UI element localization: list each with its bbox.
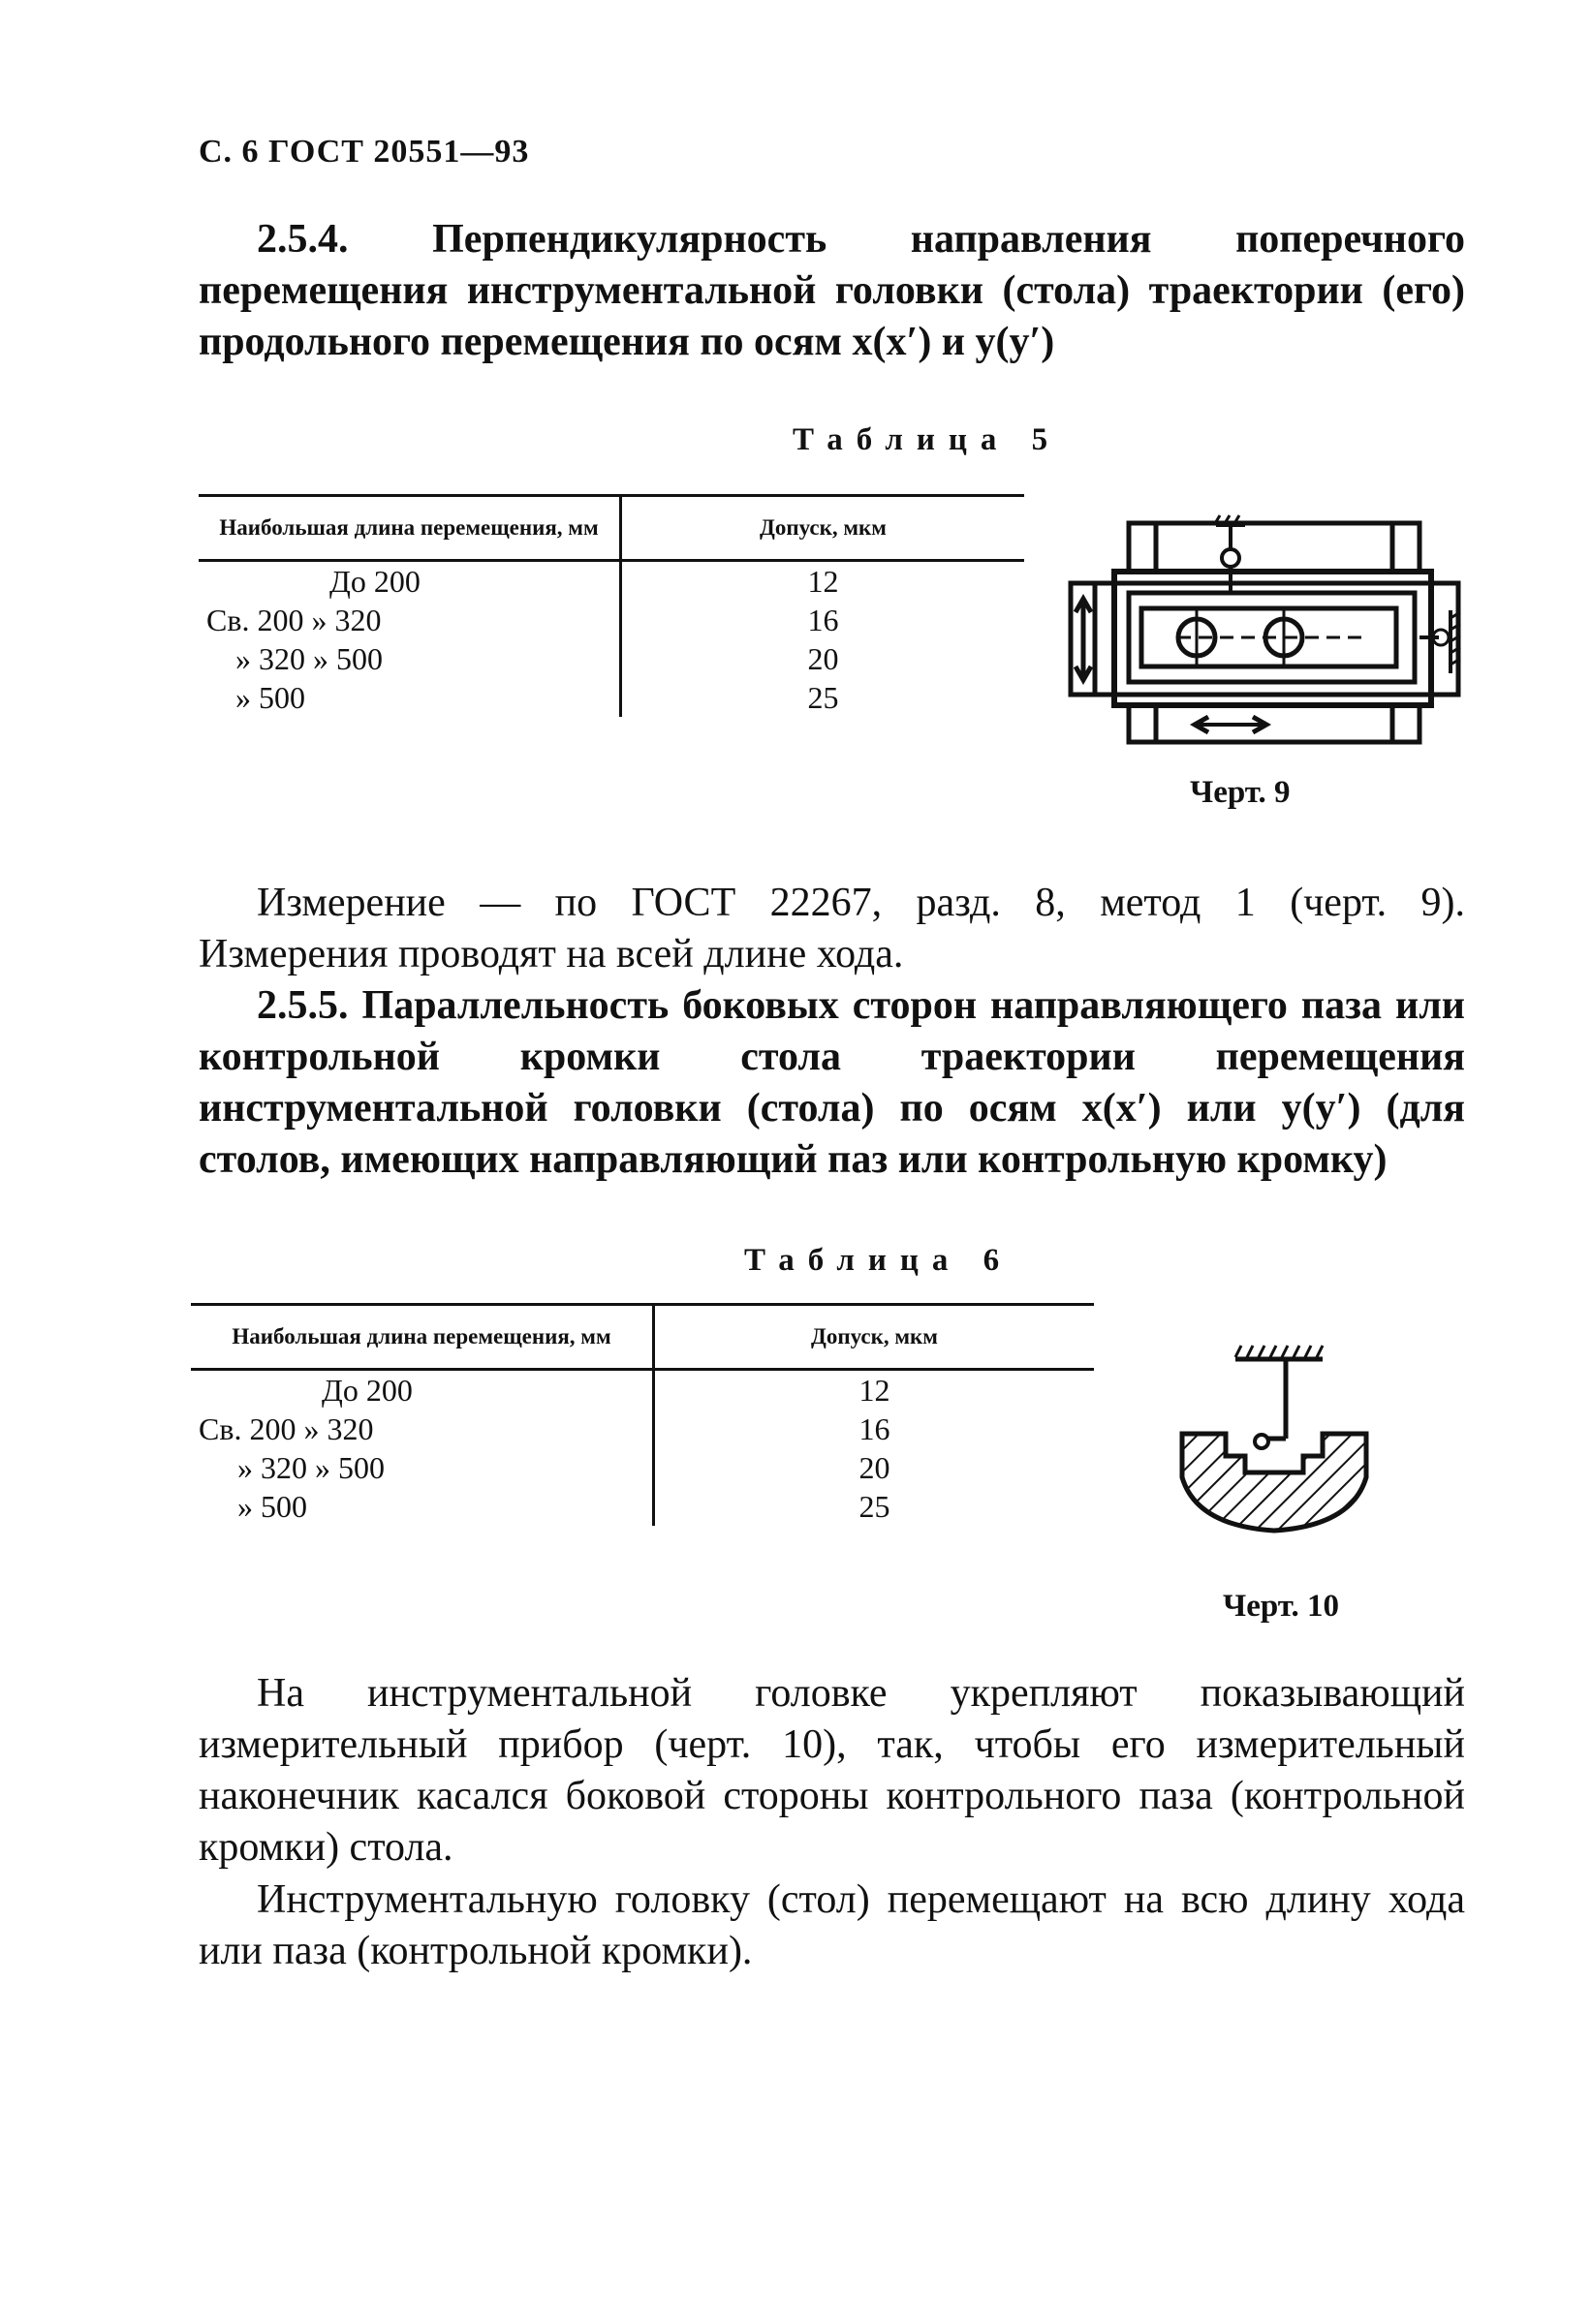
table-row <box>199 601 1024 639</box>
table-row <box>191 1410 1094 1448</box>
table-5-cell-tolerance: 25 <box>807 680 839 715</box>
table-6-cell-length: До 200 <box>191 1370 654 1410</box>
measurement-paragraph-2: Инструментальную головку (стол) перемещают на всю длину хода или паза (контрольной кромки). <box>199 1877 1465 1973</box>
table-5-col-tolerance-header: Допуск, мкм <box>621 496 1025 561</box>
table-6-col-tolerance-header: Допуск, мкм <box>654 1305 1095 1370</box>
measurement-line-2: Измерения проводят на всей длине хода. <box>199 932 904 976</box>
table-row <box>191 1370 1094 1410</box>
table-6-cell-tolerance: 25 <box>858 1489 890 1524</box>
section-2-5-4-heading: 2.5.4. Перпендикулярность направления поперечного перемещения инструментальной головки (стола) траектории (его) продольного перемещения по осям x(x′) и y(y′) <box>199 217 1465 364</box>
table-5-cell-length: Св. 200 » 320 <box>199 601 621 639</box>
page-header: С. 6 ГОСТ 20551—93 <box>199 134 530 170</box>
table-6-cell-length: » 320 » 500 <box>191 1448 654 1487</box>
table-6 <box>191 1303 1094 1526</box>
table-row <box>199 678 1024 717</box>
table-5-header-row <box>199 496 1024 561</box>
table-row <box>191 1487 1094 1526</box>
table-6-title: Таблица 6 <box>744 1243 1014 1278</box>
table-5-col-length-header: Наибольшая длина перемещения, мм <box>199 496 621 561</box>
table-6-cell-length: » 500 <box>191 1487 654 1526</box>
table-5-cell-tolerance: 20 <box>807 641 839 676</box>
figure-10-caption: Черт. 10 <box>1223 1589 1340 1624</box>
measurement-paragraph-1: На инструментальной головке укрепляют показывающий измерительный прибор (черт. 10), так, чтобы его измерительный наконечник касался боковой стороны контрольного паза (контрольной кромки) стола. <box>199 1671 1465 1870</box>
table-6-header-row <box>191 1305 1094 1370</box>
table-5-cell-length: » 320 » 500 <box>199 639 621 678</box>
table-row <box>199 561 1024 602</box>
table-5-cell-tolerance: 12 <box>807 564 839 599</box>
table-row <box>199 639 1024 678</box>
table-6-cell-tolerance: 12 <box>858 1373 890 1408</box>
figure-10-drawing <box>1168 1332 1386 1540</box>
table-6-cell-length: Св. 200 » 320 <box>191 1410 654 1448</box>
table-5-cell-length: » 500 <box>199 678 621 717</box>
table-5-cell-length: До 200 <box>199 561 621 602</box>
table-6-cell-tolerance: 16 <box>858 1411 890 1446</box>
table-6-col-length-header: Наибольшая длина перемещения, мм <box>191 1305 654 1370</box>
figure-9-drawing <box>1051 513 1463 751</box>
table-row <box>191 1448 1094 1487</box>
measurement-line-1: Измерение — по ГОСТ 22267, разд. 8, метод 1 (черт. 9). <box>257 881 1465 925</box>
table-5-title: Таблица 5 <box>793 422 1062 457</box>
section-2-5-5-heading: 2.5.5. Параллельность боковых сторон направляющего паза или контрольной кромки стола траектории перемещения инструментальной головки (стола) по осям x(x′) или y(y′) (для столов, имеющих направляющий паз или контрольную кромку) <box>199 983 1465 1182</box>
table-5-cell-tolerance: 16 <box>807 603 839 637</box>
figure-9-caption: Черт. 9 <box>1190 775 1291 810</box>
table-5 <box>199 494 1024 717</box>
table-6-cell-tolerance: 20 <box>858 1450 890 1485</box>
